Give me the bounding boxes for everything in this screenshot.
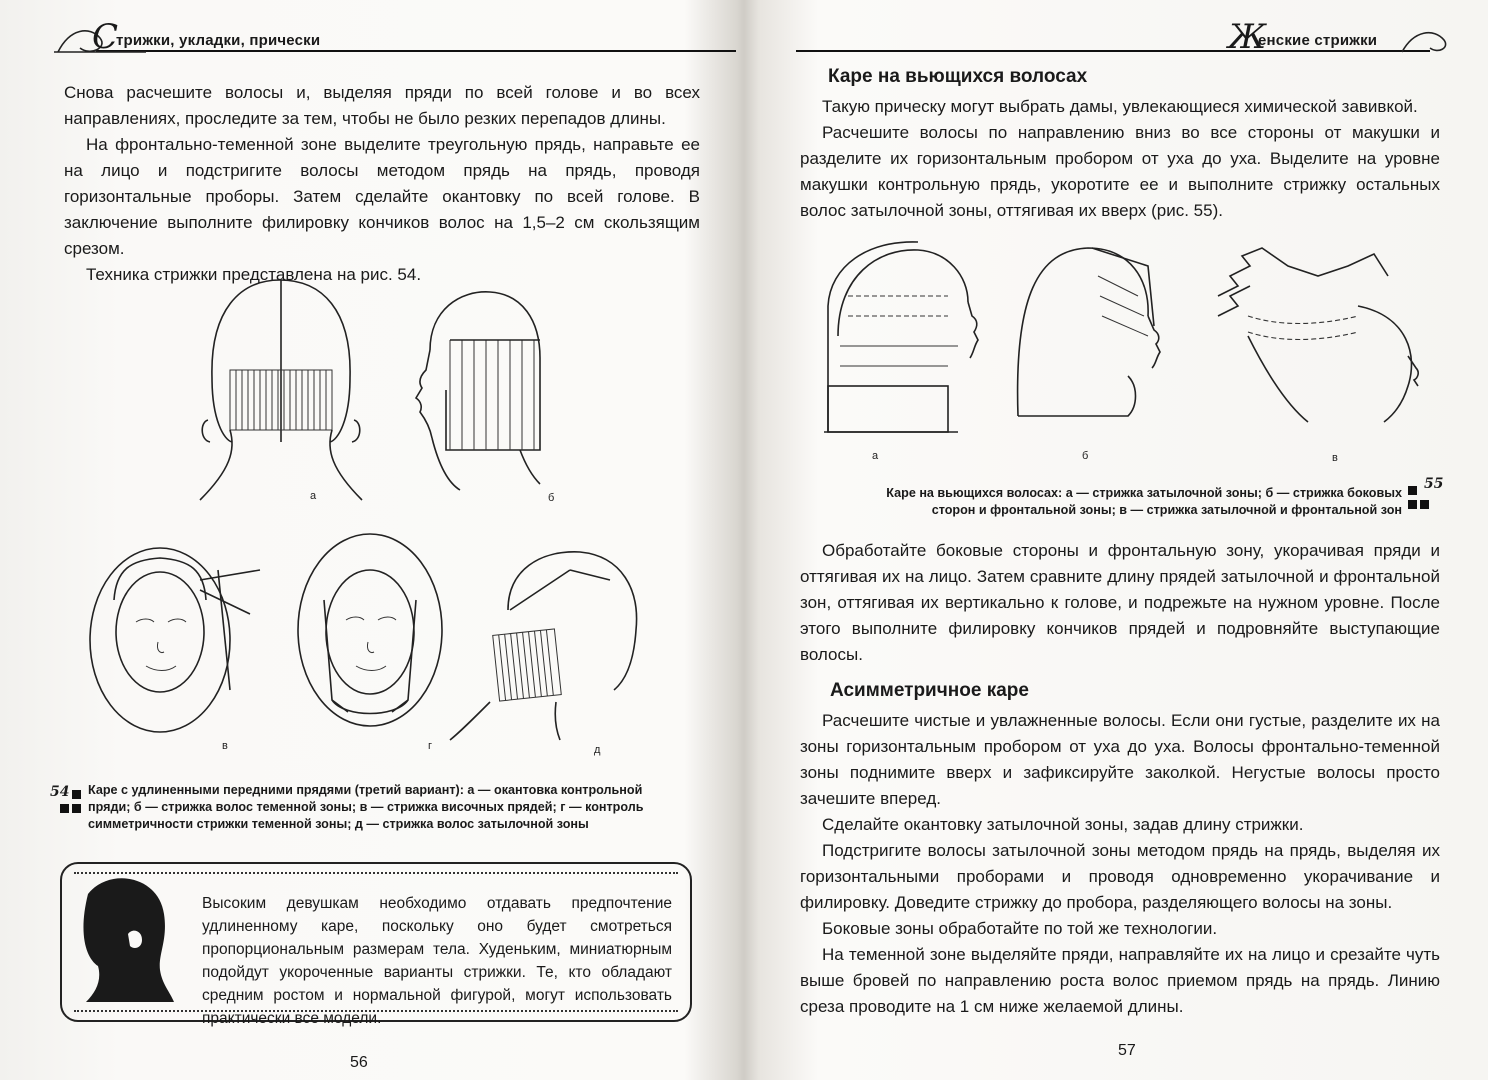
figure-label-g: г — [428, 740, 433, 752]
marker-square — [1420, 500, 1429, 509]
paragraph: Техника стрижки представлена на рис. 54. — [86, 265, 422, 284]
right-text-top — [800, 66, 1440, 224]
head-back-drawing — [200, 280, 362, 500]
figure-number: 55 — [1424, 476, 1444, 492]
paragraph: Обработайте боковые стороны и фронтальную зону, укорачивая пряди и оттягивая их на лицо. Затем сравните длину прядей затылочной и фронтальной зон, оттягивая их вертикально к голове, и подрежьте на нужном уровне. После этого выполните филировку кончиков прядей и подровняйте выступающие волосы. — [800, 541, 1440, 664]
figure-label-a: а — [310, 490, 317, 502]
header-rule — [96, 50, 736, 52]
paragraph: Сделайте окантовку затылочной зоны, задав длину стрижки. — [822, 815, 1304, 834]
right-text-middle — [800, 538, 1440, 668]
running-header-right — [748, 17, 1488, 62]
header-title: трижки, укладки, прически — [116, 32, 321, 49]
face-front-2-drawing — [298, 534, 442, 726]
figure-number: 54 — [50, 784, 70, 800]
header-ornament-icon — [1398, 22, 1454, 62]
paragraph: Снова расчешите волосы и, выделяя пряди по всей голове и во всех направлениях, проследите за тем, чтобы не было резких перепадов длины. — [64, 83, 700, 128]
marker-square — [1408, 500, 1417, 509]
figure-label-a: а — [872, 450, 879, 462]
header-rule — [796, 50, 1430, 52]
paragraph: Расчешите чистые и увлажненные волосы. Если они густые, разделите их на зоны горизонтальным пробором от уха до уха. Волосы фронтально-теменной зоны поднимите вверх и зафиксируйте заколкой. Негустые волосы просто зачешите вперед. — [800, 711, 1440, 808]
paragraph: Такую прическу могут выбрать дамы, увлекающиеся химической завивкой. — [822, 97, 1418, 116]
page-number-left: 56 — [350, 1054, 368, 1071]
figure-label-b: б — [548, 492, 555, 504]
page-number-right: 57 — [1118, 1042, 1136, 1059]
curly-bob-sides-drawing — [1018, 248, 1160, 416]
figure-label-b: б — [1082, 450, 1089, 462]
marker-square — [72, 790, 81, 799]
figure-54-illustration — [70, 270, 710, 750]
figure-caption: Каре с удлиненными передними прядями (третий вариант): а — окантовка контрольной пряди; б — стрижка волос теменной зоны; в — стрижка височных прядей; г — контроль симметричности стрижки теменной зоны; д — стрижка волос затылочной зоны — [88, 783, 644, 831]
header-swash-letter: С — [92, 17, 119, 57]
marker-square — [60, 804, 69, 813]
section-title: Асимметричное каре — [830, 680, 1029, 701]
paragraph: На теменной зоне выделяйте пряди, направляйте их на лицо и срезайте чуть выше бровей по направлению роста волос приемом прядь на прядь. Линию среза проводите на 1 см ниже желаемой длины. — [800, 945, 1440, 1016]
figure-label-d: д — [594, 744, 601, 756]
right-text-bottom — [800, 680, 1440, 1020]
right-page — [748, 0, 1488, 1080]
left-page — [0, 0, 740, 1080]
curly-updo-drawing — [1218, 248, 1418, 422]
head-nape-drawing — [450, 552, 637, 740]
section-title: Каре на вьющихся волосах — [828, 66, 1088, 87]
paragraph: Расчешите волосы по направлению вниз во все стороны от макушки и разделите их горизонтальным пробором от уха до уха. Выделите на уровне макушки контрольную прядь, укоротите ее и выполните стрижку остальных волос затылочной зоны, оттягивая их вверх (рис. 55). — [800, 123, 1440, 220]
paragraph: Подстригите волосы затылочной зоны методом прядь на прядь, выделяя их горизонтальными проборами и проводя одновременно укорачивание и филировку. Доведите стрижку до пробора, разделяющего волосы на зоны. — [800, 841, 1440, 912]
figure-label-v: в — [222, 740, 228, 752]
figure-55-illustration — [818, 236, 1458, 456]
figure-caption: Каре на вьющихся волосах: а — стрижка затылочной зоны; б — стрижка боковых сторон и фронтальной зоны; в — стрижка затылочной и фронтальной зон — [886, 486, 1402, 517]
left-text-block — [64, 80, 700, 288]
paragraph: На фронтально-теменной зоне выделите треугольную прядь, направьте ее на лицо и подстригите волосы методом прядь на прядь, проводя горизонтальные проборы. Затем сделайте окантовку по всей голове. В заключение выполните филировку кончиков волос на 1,5–2 см скользящим срезом. — [64, 135, 700, 258]
tip-box — [60, 862, 692, 1027]
tip-text: Высоким девушкам необходимо отдавать предпочтение удлиненному каре, поскольку оно будет смотреться пропорциональным размерам тела. Худеньким, миниатюрным подойдут укороченные варианты стрижки. Те, кто обладают средним ростом и нормальной фигурой, могут использовать практически все модели. — [202, 895, 672, 1027]
header-swash-letter: Ж — [1228, 17, 1267, 57]
marker-square — [1408, 486, 1417, 495]
marker-square — [72, 804, 81, 813]
header-title: енские стрижки — [1258, 32, 1378, 49]
head-profile-bob-drawing — [416, 292, 540, 490]
woman-silhouette-icon — [68, 874, 178, 1004]
paragraph: Боковые зоны обработайте по той же технологии. — [822, 919, 1218, 938]
face-front-1-drawing — [90, 548, 260, 732]
running-header-left — [0, 17, 740, 62]
figure-label-v: в — [1332, 452, 1338, 464]
curly-bob-side-drawing — [824, 242, 978, 432]
